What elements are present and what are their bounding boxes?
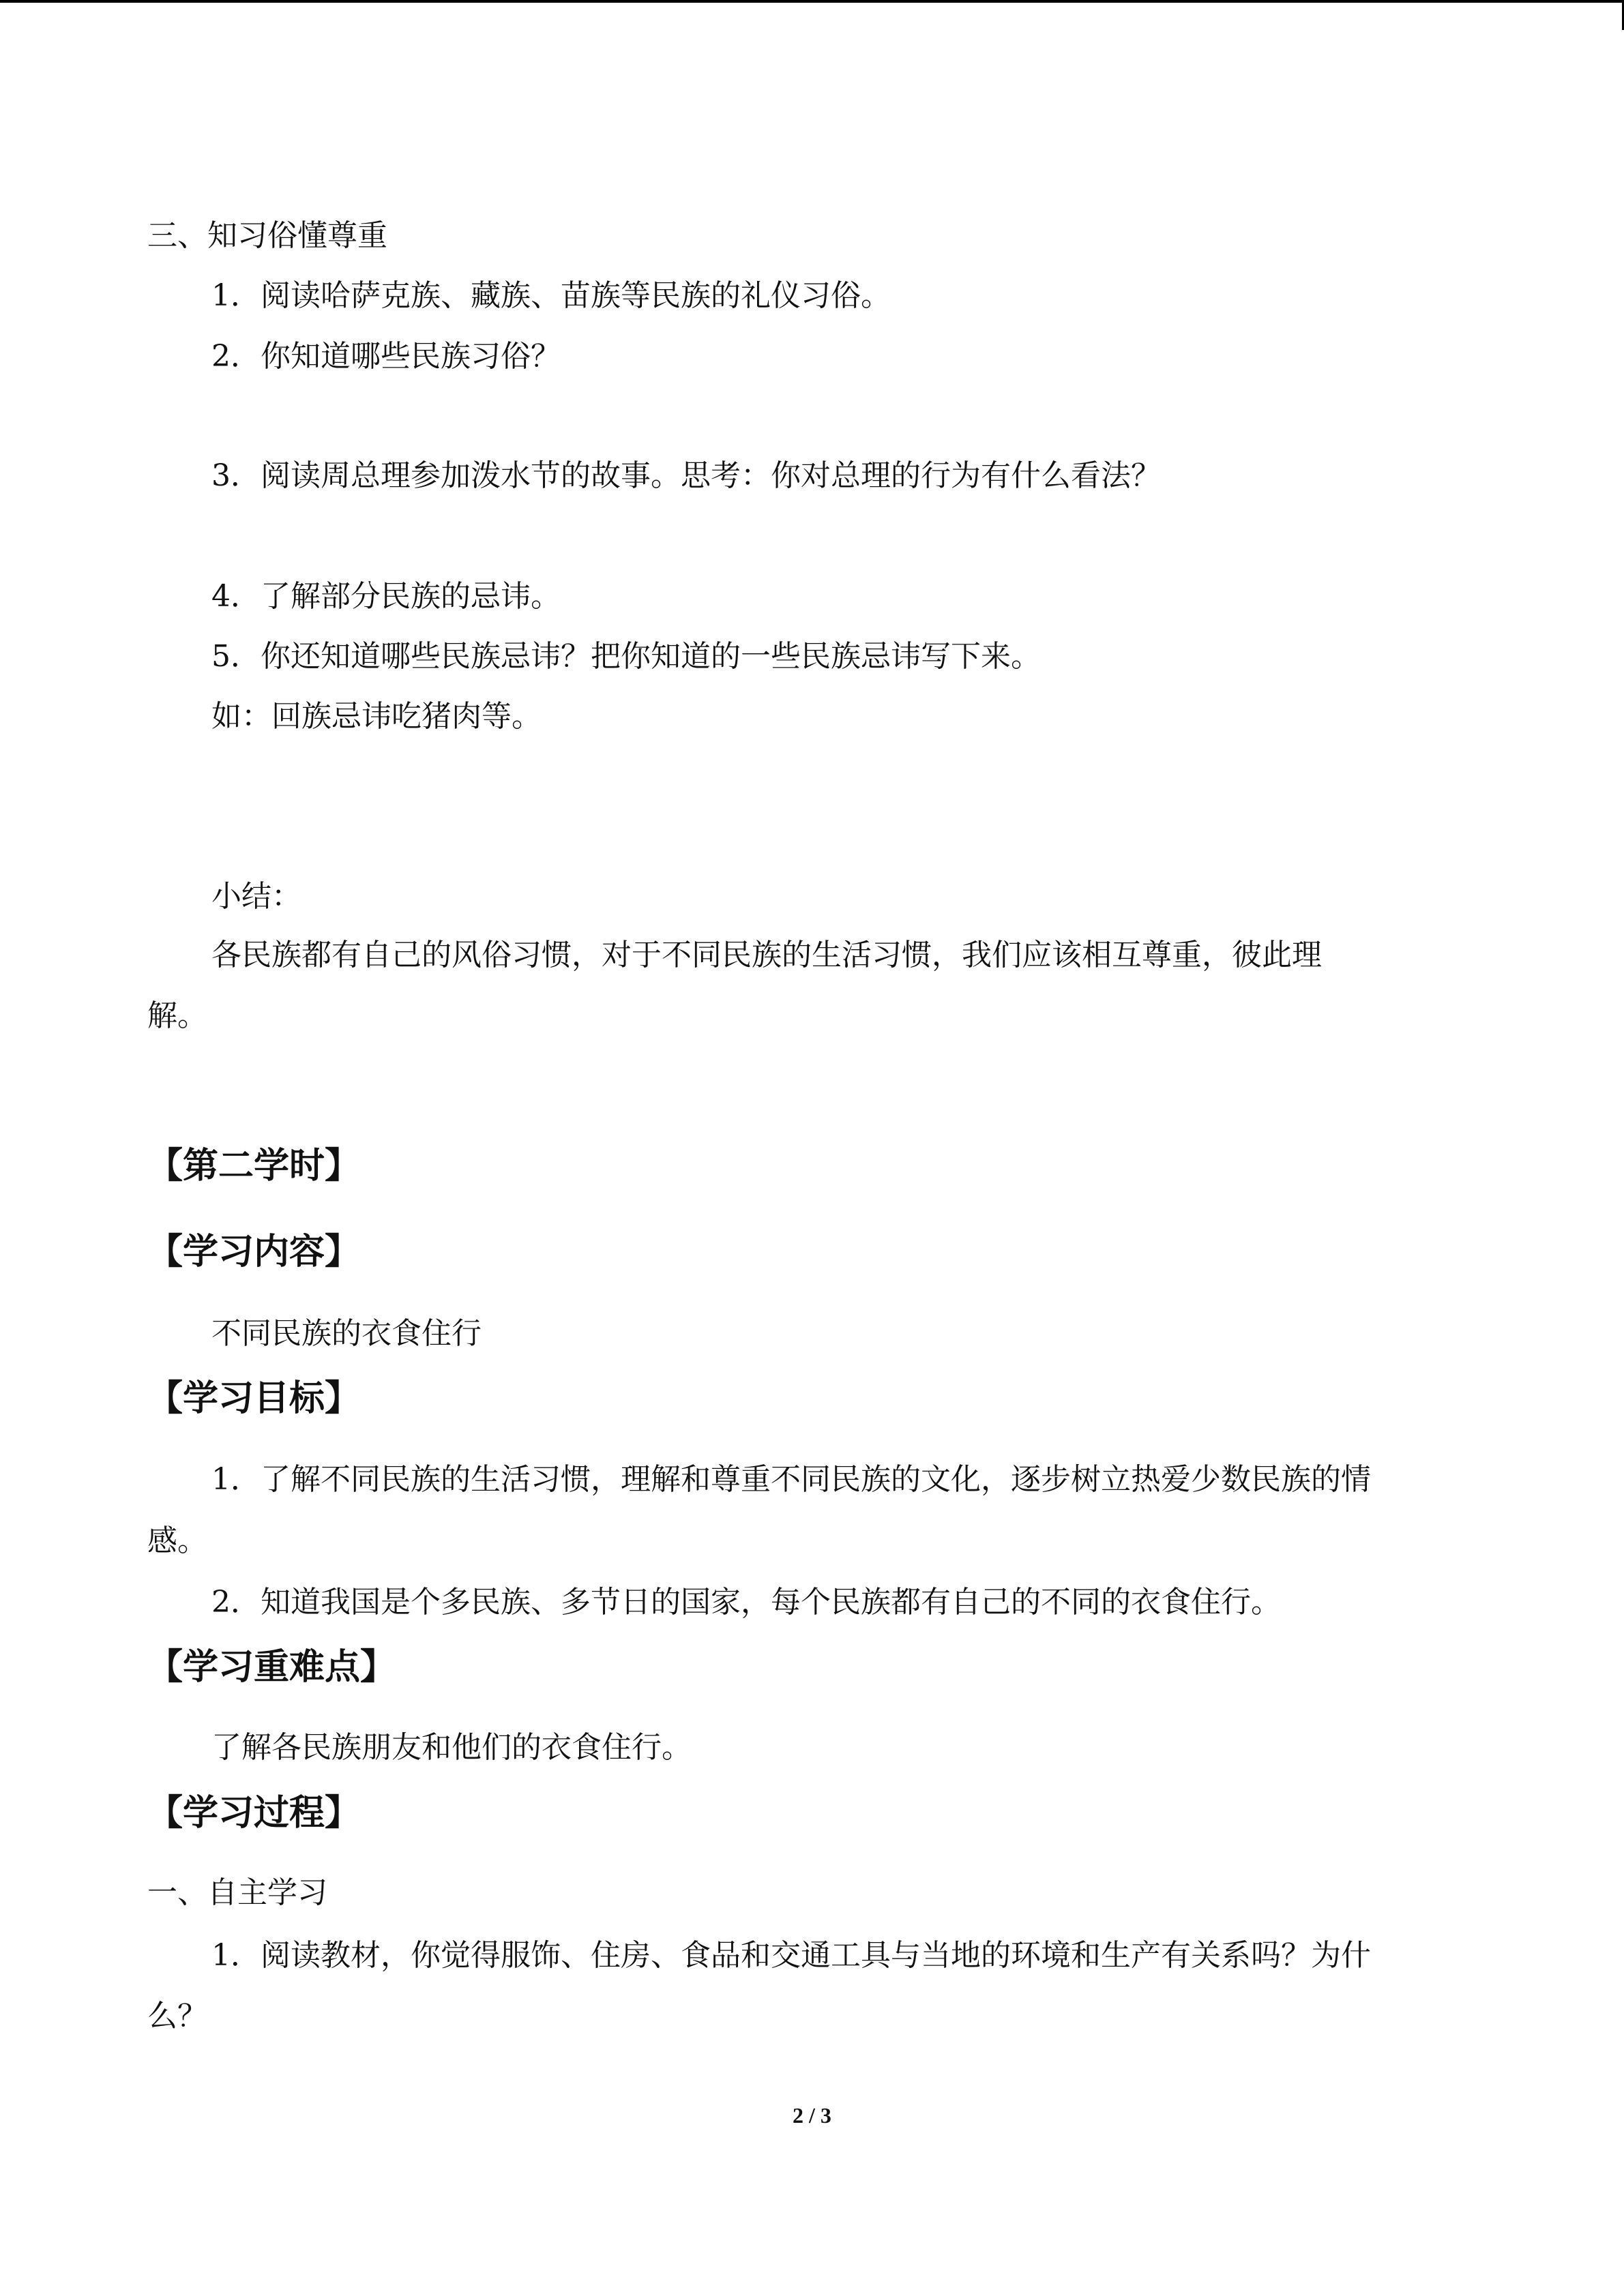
list-item: 5．你还知道哪些民族忌讳？把你知道的一些民族忌讳写下来。 xyxy=(211,639,1041,674)
list-item: 1．阅读哈萨克族、藏族、苗族等民族的礼仪习俗。 xyxy=(211,278,891,313)
process-section-title: 一、自主学习 xyxy=(147,1875,327,1910)
lesson-heading: 【第二学时】 xyxy=(147,1146,361,1187)
process-item-continued: 么？ xyxy=(147,1999,207,2033)
section-title: 三、知习俗懂尊重 xyxy=(147,218,387,253)
summary-text-continued: 解。 xyxy=(147,998,207,1033)
example-text: 如：回族忌讳吃猪肉等。 xyxy=(211,699,542,734)
page-number: 2 / 3 xyxy=(793,2103,831,2128)
goal-item: 2．知道我国是个多民族、多节日的国家，每个民族都有自己的不同的衣食住行。 xyxy=(211,1585,1281,1620)
summary-label: 小结： xyxy=(211,879,301,914)
keypoints-heading: 【学习重难点】 xyxy=(147,1647,396,1688)
content-text: 不同民族的衣食住行 xyxy=(211,1316,482,1351)
process-item: 1．阅读教材，你觉得服饰、住房、食品和交通工具与当地的环境和生产有关系吗？为什 xyxy=(211,1938,1371,1973)
goal-item-continued: 感。 xyxy=(147,1523,207,1558)
process-heading: 【学习过程】 xyxy=(147,1793,361,1834)
summary-text: 各民族都有自己的风俗习惯，对于不同民族的生活习惯，我们应该相互尊重，彼此理 xyxy=(211,938,1322,972)
goal-item: 1．了解不同民族的生活习惯，理解和尊重不同民族的文化，逐步树立热爱少数民族的情 xyxy=(211,1462,1371,1497)
list-item: 2．你知道哪些民族习俗？ xyxy=(211,339,561,374)
list-item: 4．了解部分民族的忌讳。 xyxy=(211,579,561,614)
list-item: 3．阅读周总理参加泼水节的故事。思考：你对总理的行为有什么看法？ xyxy=(211,458,1161,493)
content-heading: 【学习内容】 xyxy=(147,1232,361,1272)
top-border-line xyxy=(0,0,1624,3)
keypoints-text: 了解各民族朋友和他们的衣食住行。 xyxy=(211,1730,692,1765)
goals-heading: 【学习目标】 xyxy=(147,1378,361,1419)
